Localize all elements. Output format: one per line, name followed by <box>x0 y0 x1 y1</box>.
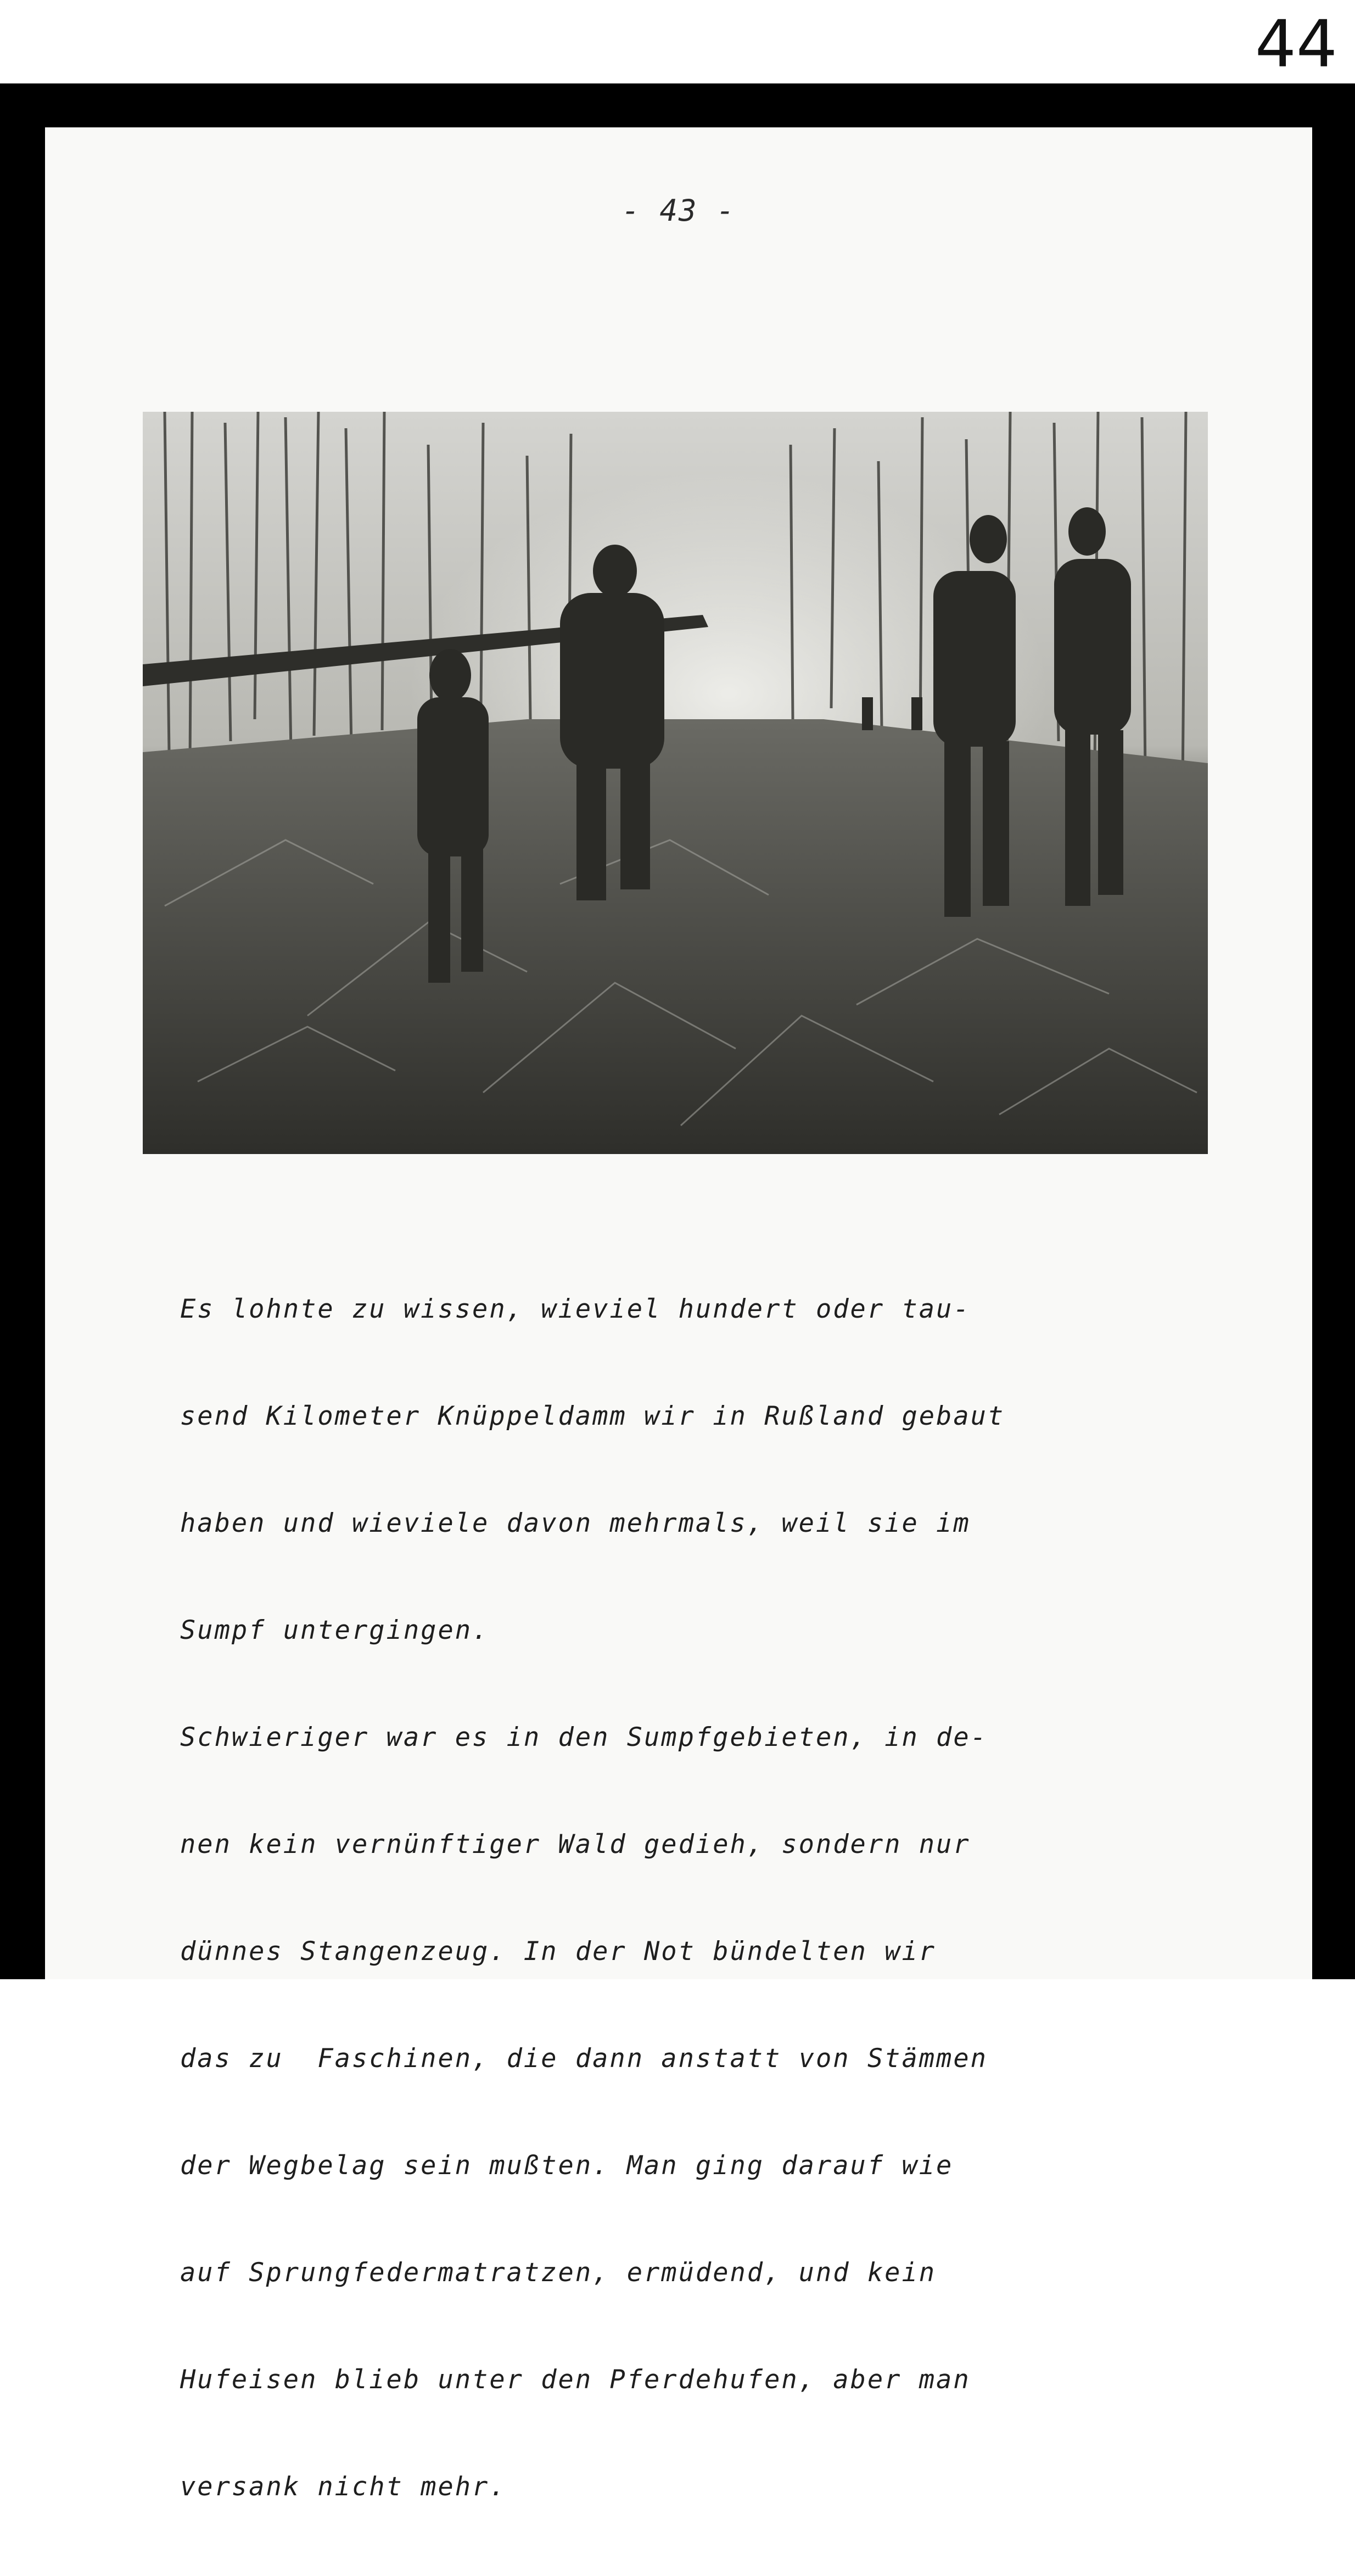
text-line: Sumpf untergingen. <box>180 1615 490 1645</box>
text-line: dünnes Stangenzeug. In der Not bündelten wir <box>180 1936 937 1967</box>
page-number: - 43 - <box>621 193 736 228</box>
archive-page-number: 44 <box>1255 6 1337 82</box>
text-line: send Kilometer Knüppeldamm wir in Rußland gebaut <box>180 1401 1005 1431</box>
text-line: Hufeisen blieb unter den Pferdehufen, aber man <box>180 2365 971 2395</box>
forest-soldiers-photo <box>143 412 1208 1154</box>
text-line: auf Sprungfedermatratzen, ermüdend, und kein <box>180 2258 937 2288</box>
text-line: der Wegbelag sein mußten. Man ging darauf wie <box>180 2151 954 2181</box>
text-line: Es lohnte zu wissen, wieviel hundert oder tau- <box>180 1294 971 1324</box>
forest-soldiers-photo-icon <box>143 412 1208 1154</box>
text-line: Schwieriger war es in den Sumpfgebieten, in de- <box>180 1722 988 1752</box>
document-page <box>45 127 1312 2502</box>
body-text <box>180 1220 1256 2576</box>
text-line: haben und wieviele davon mehrmals, weil sie im <box>180 1508 971 1538</box>
text-line: nen kein vernünftiger Wald gedieh, sondern nur <box>180 1829 971 1860</box>
text-line: versank nicht mehr. <box>180 2472 507 2502</box>
text-line: das zu Faschinen, die dann anstatt von Stämmen <box>180 2043 988 2074</box>
